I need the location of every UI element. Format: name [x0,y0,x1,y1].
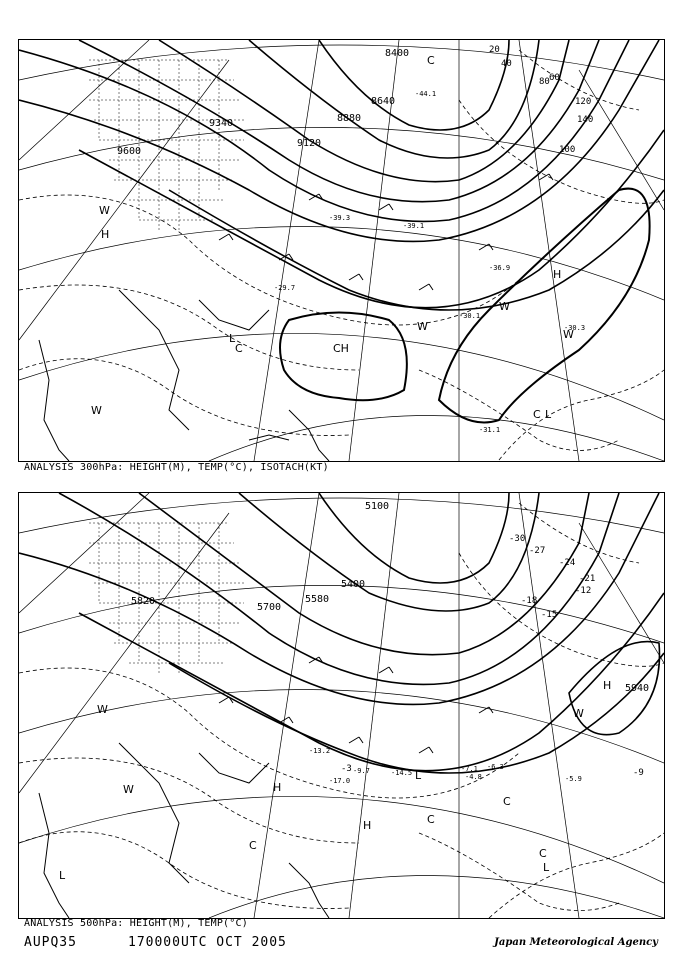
temp-label: -30.1 [459,312,481,320]
height-contours [19,493,664,773]
isotherm-label: -9 [633,768,644,778]
temp-label: -14.5 [391,769,413,777]
temp-label: -31.1 [479,426,501,434]
valid-time: 170000UTC OCT 2005 [128,935,287,950]
height-label: 8400 [385,48,410,59]
isotherm-label: -24 [559,558,576,568]
map-500hpa [19,493,664,918]
center-symbol: W [563,328,574,341]
isotach-label: 80 [539,77,550,87]
pressure-centers [91,54,574,421]
center-symbol: C [539,847,547,860]
latlon-grid [19,493,664,918]
caption-300hpa: ANALYSIS 300hPa: HEIGHT(M), TEMP(°C), ISOTACH(KT) [24,462,329,473]
isotherm-label: -15 [541,610,558,620]
center-symbol: H [553,268,562,281]
wind-barbs [219,174,553,290]
center-symbol: C [427,54,435,67]
center-symbol: C [249,839,257,852]
isotherm-label: -30 [509,534,526,544]
chart-300hpa [18,39,665,462]
isotach-label: 120 [575,97,592,107]
isotach-label: 140 [577,115,594,125]
temp-label: -13.2 [309,747,331,755]
center-symbol: L [545,408,552,421]
height-label: 5580 [305,594,330,605]
height-label: 5700 [257,602,282,613]
temp-label: -6.3 [487,763,504,771]
center-symbol: CH [333,342,349,355]
temp-label: -36.9 [489,264,511,272]
height-label: 8640 [371,96,396,107]
isotherm-label: -3 [341,764,352,774]
center-symbol: W [573,707,584,720]
isotherm-label: -18 [521,596,538,606]
height-label: 5820 [131,596,156,607]
temp-label: -5.9 [565,775,582,783]
temp-label: -29.7 [274,284,296,292]
isotach-label: 20 [489,45,500,55]
height-label: 5100 [365,501,390,512]
center-symbol: W [417,320,428,333]
temp-label: -30.3 [564,324,586,332]
agency-credit: Japan Meteorological Agency [494,937,658,948]
height-label: 5400 [341,579,366,590]
coastline [39,743,329,918]
map-300hpa [19,40,664,461]
isotach-label: 60 [549,73,560,83]
temp-label: -4.8 [465,773,482,781]
temp-label: -17.0 [329,777,351,785]
coastline [39,290,329,461]
chart-code: AUPQ35 [24,935,77,950]
isotach-labels [489,45,593,155]
temp-label: -39.1 [403,222,425,230]
temp-label: -9.7 [353,767,370,775]
isotherm-label: -12 [575,586,592,596]
center-symbol: H [273,781,282,794]
temp-label: -39.3 [329,214,351,222]
height-contours [19,40,664,310]
center-symbol: H [603,679,612,692]
temp-label: -7.1 [461,765,478,773]
center-symbol: W [123,783,134,796]
height-label: 5940 [625,683,650,694]
center-symbol: W [97,703,108,716]
isotherm-labels [341,534,644,778]
center-symbol: C [235,342,243,355]
chart-500hpa [18,492,665,919]
isotach-label: 40 [501,59,512,69]
center-symbol: L [543,861,550,874]
height-label: 9120 [297,138,322,149]
isotherm-label: -21 [579,574,596,584]
center-symbol: H [363,819,372,832]
center-symbol: W [99,204,110,217]
center-symbol: C [533,408,541,421]
center-symbol: L [59,869,66,882]
center-symbol: W [91,404,102,417]
isotherm-label: -27 [529,546,546,556]
center-symbol: L [415,769,422,782]
center-symbol: C [427,813,435,826]
closed-lows [280,189,650,423]
isotach-label: 100 [559,145,576,155]
center-symbol: L [229,332,236,345]
center-symbol: H [101,228,110,241]
height-label: 9600 [117,146,142,157]
center-symbol: W [499,300,510,313]
height-label: 9340 [209,118,234,129]
temp-label: -44.1 [415,90,437,98]
center-symbol: C [503,795,511,808]
caption-500hpa: ANALYSIS 500hPa: HEIGHT(M), TEMP(°C) [24,918,248,929]
height-label: 8880 [337,113,362,124]
wind-barbs [219,657,493,753]
